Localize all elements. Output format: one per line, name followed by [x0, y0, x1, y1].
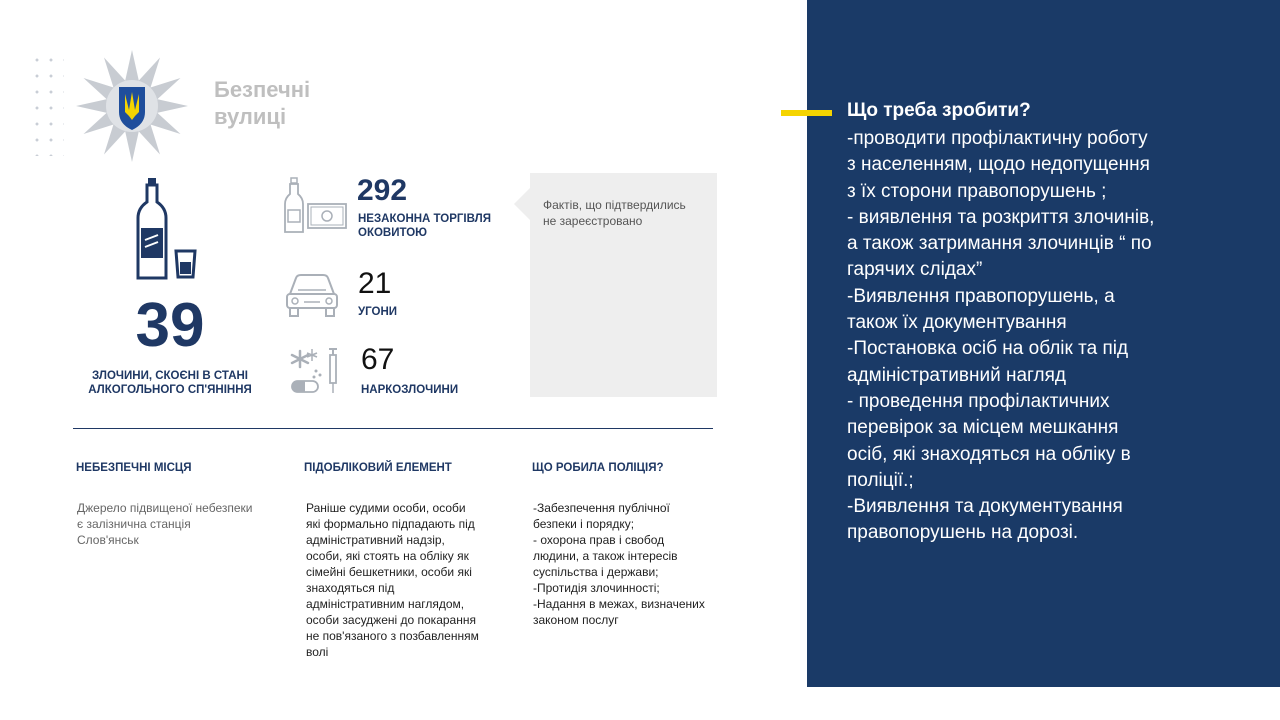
- action-plan-line: правопорушень на дорозі.: [847, 522, 1079, 544]
- police-actions-line: суспільства і держави;: [533, 565, 659, 579]
- dangerous-places-text: [77, 500, 287, 548]
- action-plan-line: з населенням, щодо недопущення: [847, 154, 1150, 176]
- supervised-element-line: адміністративний надзір,: [306, 533, 445, 547]
- drug-crimes-caption: НАРКОЗЛОЧИНИ: [361, 384, 459, 396]
- alcohol-crimes-caption: [70, 369, 270, 397]
- supervised-element-line: знаходяться під: [306, 581, 395, 595]
- brand-title-line1: Безпечні: [214, 77, 311, 102]
- illegal-trade-caption-line2: ОКОВИТОЮ: [358, 227, 428, 239]
- action-plan-line: також їх документування: [847, 312, 1067, 334]
- police-actions-text: [533, 500, 743, 628]
- brand-title: [214, 76, 310, 130]
- facts-callout-text: [543, 197, 711, 229]
- facts-line1: Фактів, що підтвердились: [543, 198, 686, 212]
- action-plan-title: Що треба зробити?: [847, 100, 1031, 121]
- action-plan-line: -Виявлення та документування: [847, 496, 1123, 518]
- dangerous-places-line: Джерело підвищеної небезпеки: [77, 501, 253, 515]
- supervised-element-text: [306, 500, 516, 660]
- action-plan-line: осіб, які знаходяться на обліку в: [847, 443, 1131, 465]
- action-plan-line: -проводити профілактичну роботу: [847, 128, 1148, 149]
- car-theft-caption: УГОНИ: [358, 306, 398, 318]
- supervised-element-line: особи засуджені до покарання: [306, 613, 476, 627]
- dangerous-places-line: є залізнична станція: [77, 517, 191, 531]
- bottle-glass-icon: [134, 176, 200, 282]
- supervised-element-heading: ПІДОБЛІКОВИЙ ЕЛЕМЕНТ: [304, 462, 452, 474]
- car-icon: [284, 272, 340, 318]
- supervised-element-line: не пов'язаного з позбавленням: [306, 629, 479, 643]
- supervised-element-line: волі: [306, 645, 329, 659]
- section-divider: [73, 428, 713, 429]
- police-actions-line: -Забезпечення публічної: [533, 501, 670, 515]
- police-actions-heading: ЩО РОБИЛА ПОЛІЦІЯ?: [532, 462, 664, 474]
- action-plan-line: - проведення профілактичних: [847, 390, 1110, 412]
- car-theft-count: 21: [358, 267, 392, 300]
- supervised-element-line: сімейні бешкетники, особи які: [306, 565, 472, 579]
- alcohol-caption-line1: ЗЛОЧИНИ, СКОЄНІ В СТАНІ: [91, 370, 248, 382]
- illegal-trade-caption-line1: НЕЗАКОННА ТОРГІВЛЯ: [358, 213, 491, 225]
- police-actions-line: безпеки і порядку;: [533, 517, 635, 531]
- alcohol-crimes-count: 39: [135, 291, 205, 360]
- dot-grid-decoration: [30, 52, 64, 156]
- facts-line2: не зареєстровано: [543, 214, 643, 228]
- action-plan-line: поліції.;: [847, 469, 914, 491]
- action-plan-line: -Постановка осіб на облік та під: [847, 338, 1129, 360]
- police-star-logo-icon: [74, 48, 190, 164]
- action-plan-line: а також затримання злочинців “ по: [847, 233, 1152, 255]
- police-actions-line: - охорона прав і свобод: [533, 533, 665, 547]
- drug-crimes-count: 67: [361, 343, 395, 376]
- illegal-trade-count: 292: [357, 174, 408, 207]
- supervised-element-line: які формально підпадають під: [306, 517, 475, 531]
- police-actions-line: законом послуг: [533, 613, 619, 627]
- action-plan-line: гарячих слідах”: [847, 259, 983, 281]
- illegal-trade-caption: [358, 212, 491, 240]
- drugs-icon: [290, 347, 342, 395]
- facts-callout-pointer: [514, 188, 530, 220]
- dangerous-places-heading: НЕБЕЗПЕЧНІ МІСЦЯ: [76, 462, 192, 474]
- police-actions-line: -Надання в межах, визначених: [533, 597, 705, 611]
- police-actions-line: людини, а також інтересів: [533, 549, 678, 563]
- supervised-element-line: адміністративним наглядом,: [306, 597, 465, 611]
- action-plan-line: -Виявлення правопорушень, а: [847, 285, 1115, 307]
- supervised-element-line: особи, які стоять на обліку як: [306, 549, 469, 563]
- police-actions-line: -Протидія злочинності;: [533, 581, 660, 595]
- dangerous-places-line: Слов'янськ: [77, 533, 139, 547]
- alcohol-caption-line2: АЛКОГОЛЬНОГО СП'ЯНІННЯ: [88, 384, 252, 396]
- bottle-money-icon: [284, 176, 348, 234]
- action-plan-line: перевірок за місцем мешкання: [847, 417, 1119, 439]
- supervised-element-line: Раніше судими особи, особи: [306, 501, 466, 515]
- accent-bar: [781, 110, 832, 116]
- action-plan-list: [847, 126, 1202, 547]
- action-plan-line: адміністративний нагляд: [847, 364, 1067, 386]
- brand-title-line2: вулиці: [214, 104, 287, 129]
- action-plan-line: з їх сторони правопорушень ;: [847, 180, 1107, 202]
- action-plan-line: - виявлення та розкриття злочинів,: [847, 206, 1155, 228]
